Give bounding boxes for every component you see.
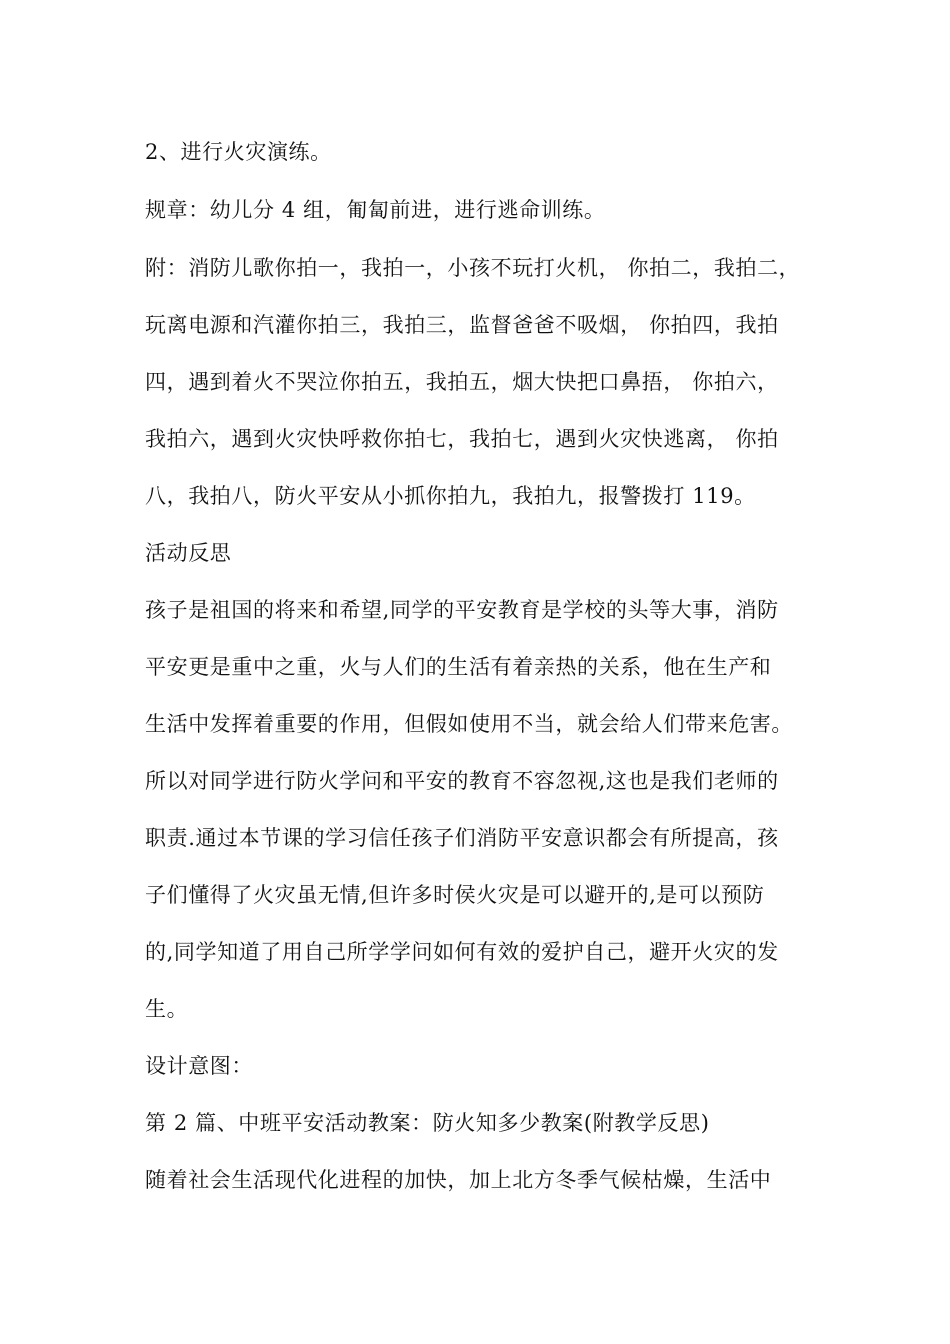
text-line: 八，我拍八，防火平安从小抓你拍九，我拍九，报警拨打 119。 (145, 484, 756, 508)
text-line: 的,同学知道了用自己所学学问如何有效的爱护自己，避开火灾的发 (145, 940, 779, 964)
text-line: 生。 (145, 997, 189, 1021)
text-line: 附：消防儿歌你拍一，我拍一，小孩不玩打火机， 你拍二，我拍二， (145, 256, 801, 280)
text-line: 随着社会生活现代化进程的加快，加上北方冬季气候枯燥，生活中 (145, 1168, 772, 1192)
text-line: 玩离电源和汽灌你拍三，我拍三，监督爸爸不吸烟， 你拍四，我拍 (145, 313, 779, 337)
section-heading: 第 2 篇、中班平安活动教案：防火知多少教案(附教学反思) (145, 1111, 710, 1135)
text-line: 平安更是重中之重，火与人们的生活有着亲热的关系，他在生产和 (145, 655, 772, 679)
text-line: 子们懂得了火灾虽无情,但许多时侯火灾是可以避开的,是可以预防 (145, 883, 765, 907)
text-line: 孩子是祖国的将来和希望,同学的平安教育是学校的头等大事，消防 (145, 598, 779, 622)
section-heading: 活动反思 (145, 541, 232, 565)
text-line: 生活中发挥着重要的作用，但假如使用不当，就会给人们带来危害。 (145, 712, 793, 736)
section-heading: 设计意图： (145, 1054, 253, 1078)
text-line: 规章：幼儿分 4 组，匍匐前进，进行逃命训练。 (145, 198, 606, 222)
text-line: 四，遇到着火不哭泣你拍五，我拍五，烟大快把口鼻捂， 你拍六， (145, 370, 779, 394)
text-line: 所以对同学进行防火学问和平安的教育不容忽视,这也是我们老师的 (145, 769, 779, 793)
text-line: 我拍六，遇到火灾快呼救你拍七，我拍七，遇到火灾快逃离， 你拍 (145, 427, 779, 451)
text-line: 职责.通过本节课的学习信任孩子们消防平安意识都会有所提高，孩 (145, 826, 779, 850)
text-line: 2、进行火灾演练。 (145, 140, 332, 164)
